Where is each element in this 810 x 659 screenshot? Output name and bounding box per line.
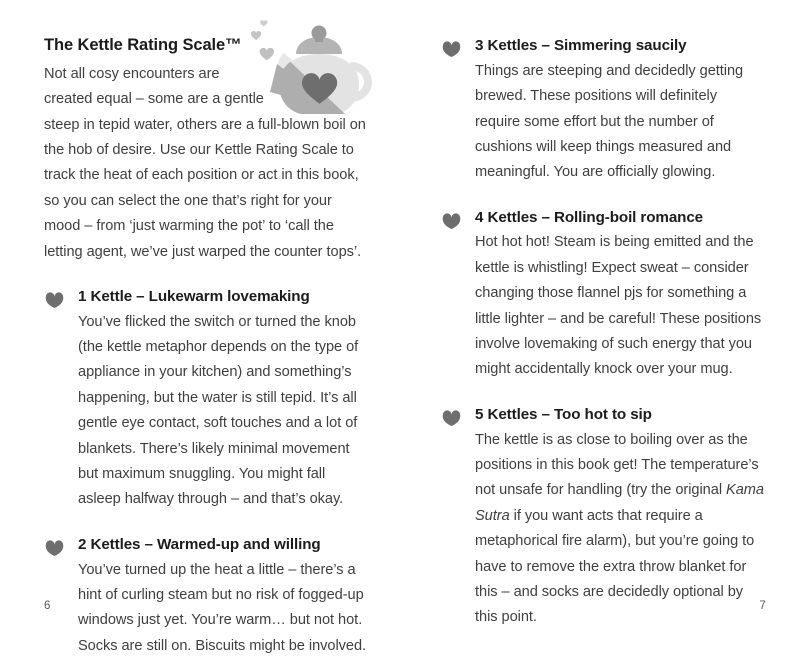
book-title-kama-sutra: Kama Sutra: [475, 482, 764, 524]
intro-line-1: Not all cosy encounters are: [44, 65, 220, 82]
body-text-before-title: The kettle is as close to boiling over as the positions in this book get! The temperature’s not unsafe for handling (try the original: [475, 431, 759, 499]
heart-bullet-icon: [44, 537, 65, 557]
body-text-after-title: if you want acts that require a metaphorical fire alarm), but you’re going to have to remove the extra throw blanket for this – and socks are decidedly optional by this point.: [475, 507, 755, 626]
rating-entry-body: [475, 428, 766, 631]
heart-bullet-icon: [44, 289, 65, 309]
page-title: The Kettle Rating Scale™: [44, 36, 242, 54]
rating-entry-2: [44, 535, 369, 659]
left-page: [0, 0, 405, 654]
intro-paragraph: [44, 62, 369, 265]
heart-bullet-icon: [441, 210, 462, 230]
page-number-right: 7: [759, 600, 766, 612]
rating-entry-body: Things are steeping and decidedly getting brewed. These positions will definitely require some effort but the number of cushions will keep things measured and meaningful. You are officially glowing.: [475, 62, 744, 181]
rating-entry-title: 2 Kettles – Warmed-up and willing: [78, 535, 321, 553]
rating-entry-3: [441, 36, 766, 186]
rating-entry-1: [44, 287, 369, 513]
rating-entry-body: Hot hot hot! Steam is being emitted and the kettle is whistling! Expect sweat – consider changing those flannel pjs for something a little lighter – and be careful! These positions involve lovemaking of such energy that you might accidentally knock over your mug.: [475, 234, 762, 378]
rating-entry-title: 5 Kettles – Too hot to sip: [475, 405, 652, 423]
rating-entry-title: 1 Kettle – Lukewarm lovemaking: [78, 287, 310, 305]
heart-bullet-icon: [441, 38, 462, 58]
rating-entry-body: You’ve flicked the switch or turned the knob (the kettle metaphor depends on the type of appliance in your kitchen) and something’s happening, but the water is still tepid. It’s all gentle eye contact, soft touches and a lot of blankets. There’s likely minimal movement but maximum snuggling. You might fall asleep halfway through – and that’s okay.: [78, 313, 359, 508]
rating-entry-title: 4 Kettles – Rolling-boil romance: [475, 208, 704, 226]
rating-entry-4: [441, 208, 766, 383]
rating-entry-title: 3 Kettles – Simmering saucily: [475, 37, 687, 54]
rating-entry-body: You’ve turned up the heat a little – there’s a hint of curling steam but no risk of fogged-up windows just yet. You’re warm… but not hot. Socks are still on. Biscuits might be involved.: [78, 561, 367, 654]
intro-rest: steep in tepid water, others are a full-blown boil on the hob of desire. Use our Kettle Rating Scale to track the heat of each position or act in this book, so you can select the one that’s right for your mood – from ‘just warming the pot’ to ‘call the letting agent, we’ve just warped the counter tops’.: [44, 116, 366, 260]
page-number-left: 6: [44, 600, 51, 612]
intro-line-2: created equal – some are a gentle: [44, 91, 264, 108]
right-page: [405, 0, 810, 650]
rating-entry-5: [441, 405, 766, 631]
heart-bullet-icon: [441, 407, 462, 427]
